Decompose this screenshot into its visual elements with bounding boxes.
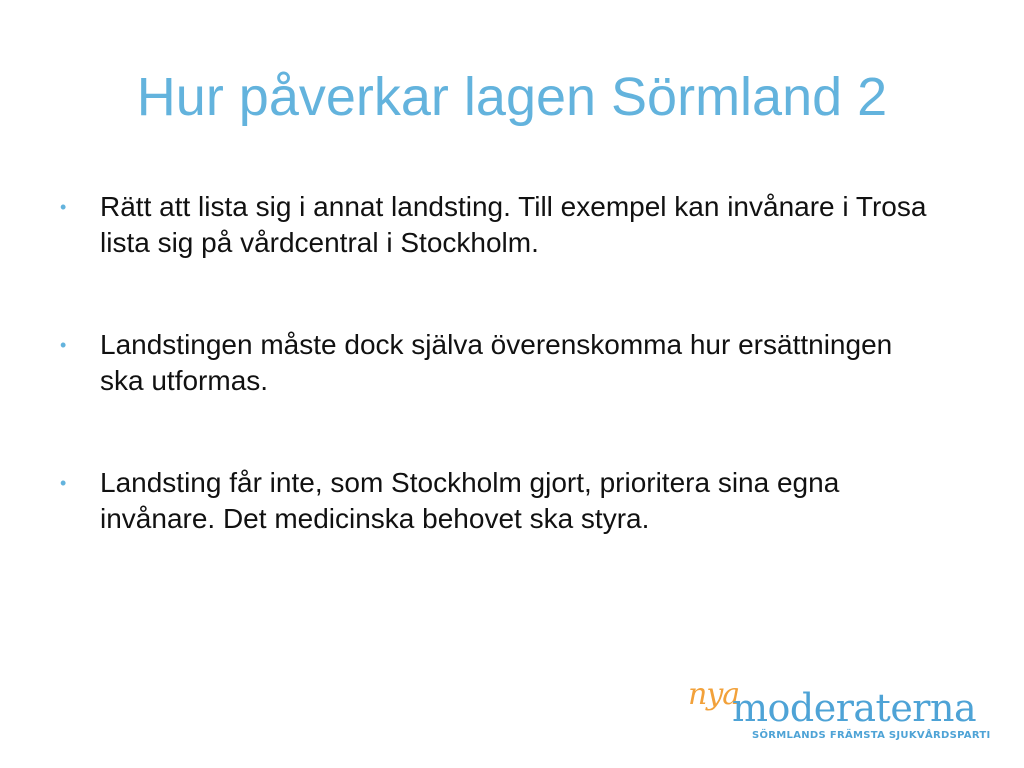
bullet-list xyxy=(56,189,936,603)
logo-prefix: nya xyxy=(688,677,740,712)
moderaterna-logo xyxy=(688,676,1000,748)
bullet-icon: • xyxy=(60,473,67,493)
bullet-item xyxy=(56,189,936,261)
bullet-item xyxy=(56,327,936,399)
bullet-text: Landstingen måste dock själva överenskomma hur ersättningen ska utformas. xyxy=(100,329,893,396)
bullet-text: Landsting får inte, som Stockholm gjort, prioritera sina egna invånare. Det medicinska behovet ska styra. xyxy=(100,467,840,534)
slide-title: Hur påverkar lagen Sörmland 2 xyxy=(136,67,888,127)
bullet-text: Rätt att lista sig i annat landsting. Till exempel kan invånare i Trosa lista sig på vårdcentral i Stockholm. xyxy=(100,191,927,258)
logo-wordmark: moderaterna xyxy=(732,686,977,730)
logo-tagline: SÖRMLANDS FRÄMSTA SJUKVÅRDSPARTI xyxy=(752,730,991,741)
bullet-icon: • xyxy=(60,335,67,355)
bullet-icon: • xyxy=(60,197,67,217)
bullet-item xyxy=(56,465,936,537)
